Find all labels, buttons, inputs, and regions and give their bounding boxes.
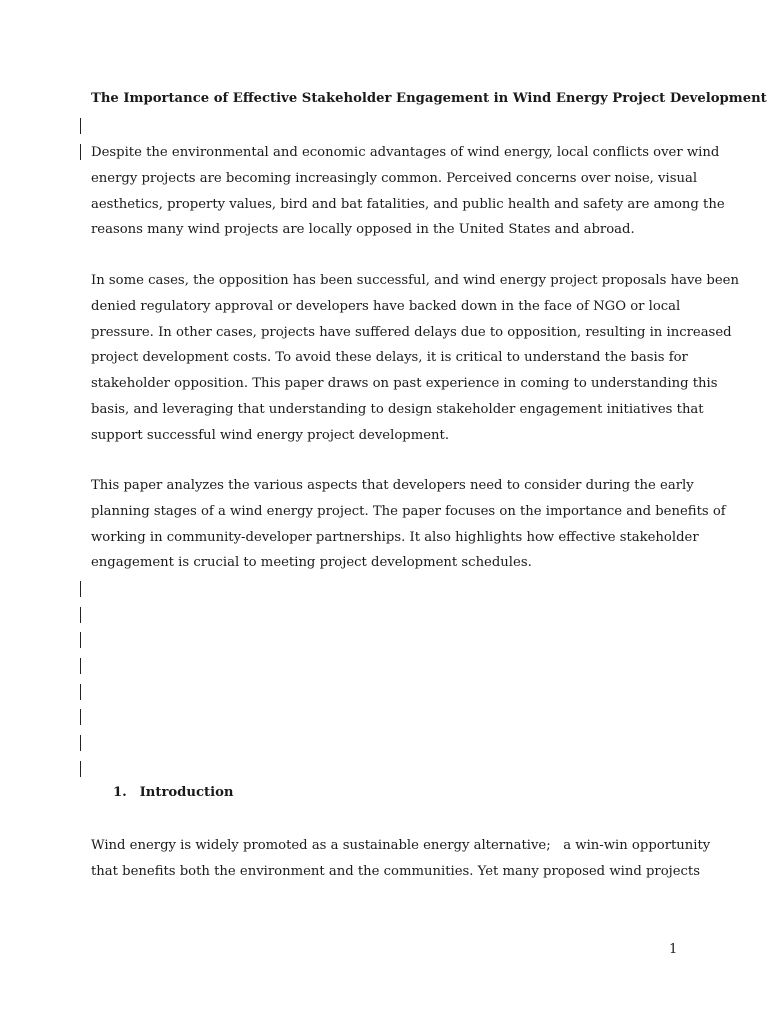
text-line: planning stages of a wind energy project. The paper focuses on the importance and benefits of bbox=[91, 503, 726, 519]
text-line: In some cases, the opposition has been successful, and wind energy project proposals have been bbox=[91, 273, 739, 288]
margin-mark bbox=[80, 581, 81, 597]
text-line: Wind energy is widely promoted as a sustainable energy alternative; a win-win opportunity bbox=[91, 838, 711, 853]
text-line: energy projects are becoming increasingly common. Perceived concerns over noise, visual bbox=[91, 170, 698, 186]
text-line: project development costs. To avoid these delays, it is critical to understand the basis for bbox=[91, 350, 688, 366]
margin-mark bbox=[80, 658, 81, 674]
margin-mark bbox=[80, 632, 81, 648]
margin-mark bbox=[80, 761, 81, 777]
paragraph-2 bbox=[91, 268, 739, 449]
margin-mark bbox=[80, 709, 81, 725]
text-line: working in community-developer partnerships. It also highlights how effective stakeholder bbox=[91, 529, 699, 545]
text-line: basis, and leveraging that understanding to design stakeholder engagement initiatives that bbox=[91, 401, 704, 417]
text-line: support successful wind energy project development. bbox=[91, 427, 450, 443]
margin-mark bbox=[80, 144, 81, 160]
page-number: 1 bbox=[669, 942, 678, 957]
text-line: aesthetics, property values, bird and bat fatalities, and public health and safety are among the bbox=[91, 196, 725, 212]
margin-mark bbox=[80, 607, 81, 623]
text-line: denied regulatory approval or developers have backed down in the face of NGO or local bbox=[91, 298, 681, 314]
text-line: pressure. In other cases, projects have suffered delays due to opposition, resulting in increased bbox=[91, 324, 732, 340]
text-line: reasons many wind projects are locally opposed in the United States and abroad. bbox=[91, 222, 635, 238]
document-title: The Importance of Effective Stakeholder Engagement in Wind Energy Project Development bbox=[91, 91, 767, 106]
text-line: This paper analyzes the various aspects that developers need to consider during the early bbox=[91, 478, 694, 493]
section-number: 1. bbox=[113, 785, 127, 800]
margin-mark bbox=[80, 684, 81, 700]
intro-paragraph bbox=[91, 833, 711, 885]
margin-mark bbox=[80, 118, 81, 134]
margin-mark bbox=[80, 735, 81, 751]
text-line: engagement is crucial to meeting project development schedules. bbox=[91, 555, 532, 571]
text-line: Despite the environmental and economic advantages of wind energy, local conflicts over wind bbox=[91, 145, 720, 160]
section-heading bbox=[113, 785, 234, 800]
section-title: Introduction bbox=[139, 785, 234, 800]
text-line: that benefits both the environment and the communities. Yet many proposed wind projects bbox=[91, 863, 700, 879]
paragraph-1 bbox=[91, 140, 725, 243]
paragraph-3 bbox=[91, 473, 726, 576]
text-line: stakeholder opposition. This paper draws on past experience in coming to understanding this bbox=[91, 376, 718, 392]
